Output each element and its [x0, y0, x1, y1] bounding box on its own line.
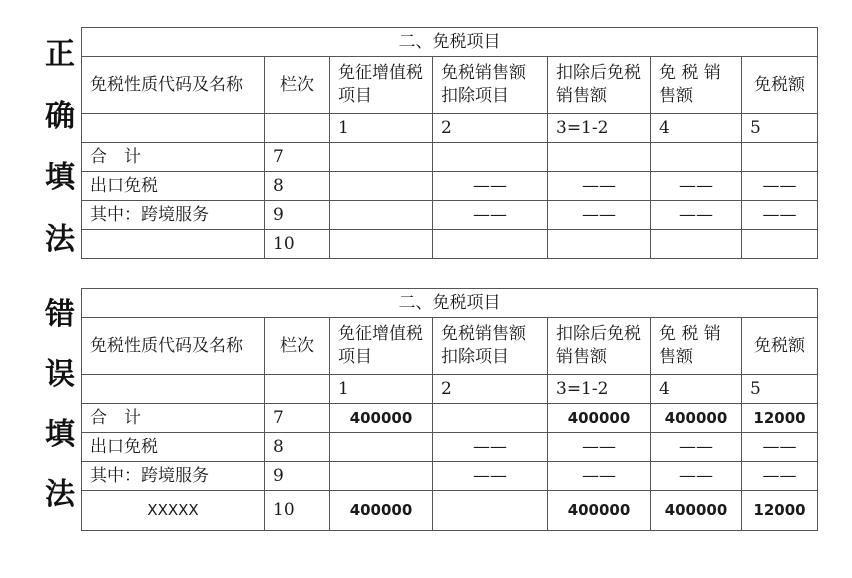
side-char: 误: [45, 357, 75, 392]
cell: ——: [651, 462, 742, 491]
cell: [742, 230, 818, 259]
row-col: 10: [265, 230, 330, 259]
index-cell: 3=1-2: [548, 375, 651, 404]
side-char: 法: [45, 477, 75, 512]
cell: [651, 230, 742, 259]
cell: ——: [651, 433, 742, 462]
header-c5: 免税额: [742, 318, 818, 375]
cell: [330, 462, 433, 491]
cell: ——: [742, 172, 818, 201]
cell: [330, 433, 433, 462]
side-char: 填: [45, 417, 75, 452]
table-row: [82, 491, 818, 531]
row-col: 8: [265, 172, 330, 201]
cell: [330, 201, 433, 230]
cell: ——: [433, 201, 548, 230]
side-char: 填: [45, 160, 75, 196]
row-name: 合 计: [82, 143, 265, 172]
cell: ——: [651, 201, 742, 230]
table-row: [82, 143, 818, 172]
cell: ——: [651, 172, 742, 201]
correct-method-label: [40, 37, 80, 257]
table-row: [82, 172, 818, 201]
header-col: 栏次: [265, 57, 330, 114]
index-cell: 4: [651, 375, 742, 404]
cell: [433, 491, 548, 531]
index-cell: 1: [330, 114, 433, 143]
cell: [548, 143, 651, 172]
header-c3: 扣除后免税销售额: [548, 57, 651, 114]
row-name: 其中：跨境服务: [82, 462, 265, 491]
header-c2: 免税销售额扣除项目: [433, 318, 548, 375]
cell: ——: [433, 433, 548, 462]
header-col: 栏次: [265, 318, 330, 375]
cell: ——: [548, 172, 651, 201]
cell: [742, 143, 818, 172]
correct-tax-exempt-table: [81, 27, 818, 259]
side-char: 法: [45, 221, 75, 257]
cell: 400000: [651, 404, 742, 433]
header-name: 免税性质代码及名称: [82, 57, 265, 114]
row-name: [82, 230, 265, 259]
header-c3: 扣除后免税销售额: [548, 318, 651, 375]
wrong-tax-exempt-table: [81, 288, 818, 531]
row-name: XXXXX: [82, 491, 265, 531]
row-col: 10: [265, 491, 330, 531]
row-name: 出口免税: [82, 433, 265, 462]
header-c1: 免征增值税项目: [330, 318, 433, 375]
row-col: 9: [265, 462, 330, 491]
row-col: 7: [265, 404, 330, 433]
wrong-method-label: [40, 297, 80, 512]
cell: 400000: [330, 404, 433, 433]
cell: ——: [433, 172, 548, 201]
cell: 400000: [548, 404, 651, 433]
cell: ——: [548, 462, 651, 491]
index-cell: [82, 114, 265, 143]
cell: 400000: [651, 491, 742, 531]
cell: [330, 230, 433, 259]
header-c1: 免征增值税项目: [330, 57, 433, 114]
header-c4: 免 税 销售额: [651, 318, 742, 375]
index-cell: 2: [433, 375, 548, 404]
row-col: 9: [265, 201, 330, 230]
row-col: 8: [265, 433, 330, 462]
index-cell: 4: [651, 114, 742, 143]
side-char: 正: [45, 37, 75, 72]
row-col: 7: [265, 143, 330, 172]
side-char: 确: [45, 98, 75, 134]
cell: [548, 230, 651, 259]
index-cell: [265, 375, 330, 404]
cell: [433, 404, 548, 433]
index-cell: 5: [742, 114, 818, 143]
index-cell: [265, 114, 330, 143]
cell: 400000: [330, 491, 433, 531]
header-c5: 免税额: [742, 57, 818, 114]
table-row: [82, 230, 818, 259]
index-cell: 1: [330, 375, 433, 404]
table-title: 二、免税项目: [82, 289, 818, 318]
index-cell: 2: [433, 114, 548, 143]
header-c4: 免 税 销售额: [651, 57, 742, 114]
side-char: 错: [45, 297, 75, 332]
cell: ——: [742, 433, 818, 462]
table-row: [82, 201, 818, 230]
cell: 12000: [742, 491, 818, 531]
row-name: 合 计: [82, 404, 265, 433]
cell: 400000: [548, 491, 651, 531]
index-cell: 3=1-2: [548, 114, 651, 143]
cell: ——: [548, 201, 651, 230]
header-name: 免税性质代码及名称: [82, 318, 265, 375]
cell: ——: [742, 201, 818, 230]
row-name: 出口免税: [82, 172, 265, 201]
index-cell: 5: [742, 375, 818, 404]
row-name: 其中：跨境服务: [82, 201, 265, 230]
cell: 12000: [742, 404, 818, 433]
index-cell: [82, 375, 265, 404]
cell: ——: [742, 462, 818, 491]
header-c2: 免税销售额扣除项目: [433, 57, 548, 114]
cell: ——: [548, 433, 651, 462]
table-row: [82, 433, 818, 462]
cell: [433, 230, 548, 259]
cell: [651, 143, 742, 172]
cell: [330, 143, 433, 172]
cell: [433, 143, 548, 172]
table-row: [82, 404, 818, 433]
cell: ——: [433, 462, 548, 491]
table-title: 二、免税项目: [82, 28, 818, 57]
table-row: [82, 462, 818, 491]
cell: [330, 172, 433, 201]
